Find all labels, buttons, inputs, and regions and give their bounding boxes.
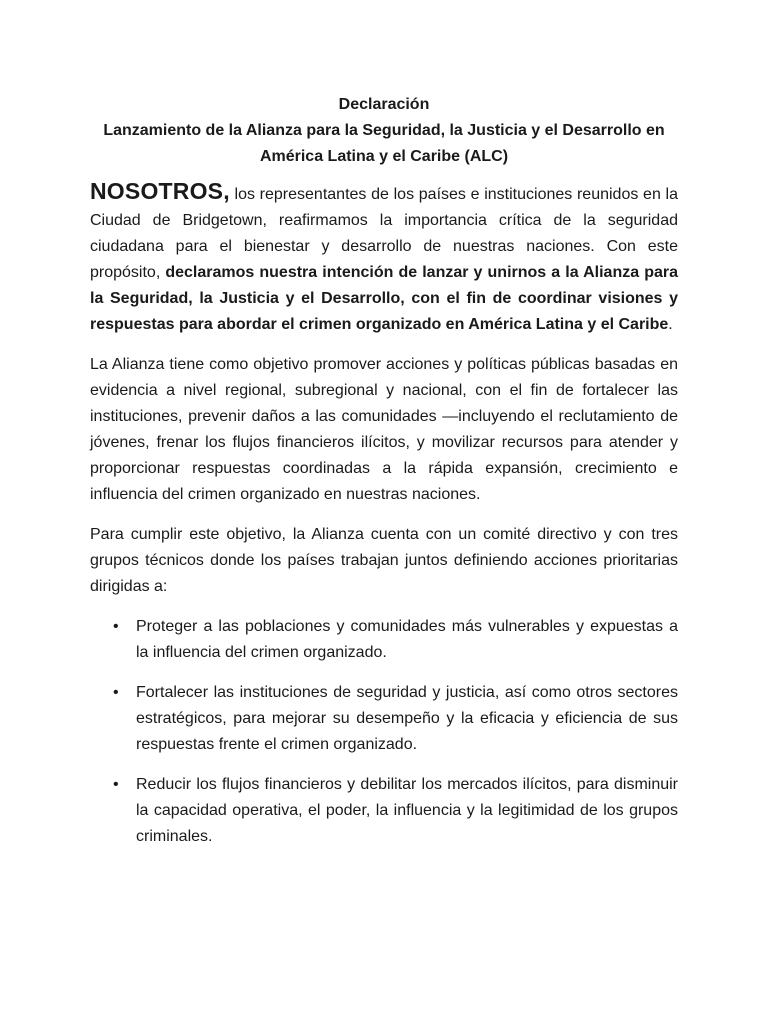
structure-paragraph: Para cumplir este objetivo, la Alianza cuenta con un comité directivo y con tres grupos técnicos donde los países trabajan juntos definiendo acciones prioritarias dirigidas a:	[90, 526, 678, 595]
bullet-icon: •	[113, 776, 119, 793]
title-line-launch: Lanzamiento de la Alianza para la Seguridad, la Justicia y el Desarrollo en	[103, 122, 665, 139]
list-item-text: Reducir los flujos financieros y debilitar los mercados ilícitos, para disminuir la capacidad operativa, el poder, la influencia y la legitimidad de los grupos criminales.	[136, 776, 678, 845]
list-item-text: Fortalecer las instituciones de seguridad y justicia, así como otros sectores estratégicos, para mejorar su desempeño y la eficacia y eficiencia de sus respuestas frente el crimen organizado.	[136, 684, 678, 753]
title-line-declaracion: Declaración	[338, 96, 430, 113]
intro-lead-word: NOSOTROS,	[90, 178, 230, 204]
list-item	[90, 614, 678, 666]
intro-text-a: los representantes de los países e instituciones reunidos en la Ciudad de Bridgetown, reafirmamos la importancia crítica de la seguridad ciudadana para el bienestar y desarrollo de nuestras naciones. Con este propósito,	[90, 186, 678, 281]
intro-bold-declaration: declaramos nuestra intención de lanzar y unirnos a la Alianza para la Seguridad, la Justicia y el Desarrollo, con el fin de coordinar visiones y respuestas para abordar el crimen organizado en América Latina y el Caribe	[90, 264, 678, 333]
intro-text-b: .	[668, 316, 673, 333]
objective-paragraph: La Alianza tiene como objetivo promover acciones y políticas públicas basadas en evidencia a nivel regional, subregional y nacional, con el fin de fortalecer las instituciones, prevenir daños a las comunidades —incluyendo el reclutamiento de jóvenes, frenar los flujos financieros ilícitos, y movilizar recursos para atender y proporcionar respuestas coordinadas a la rápida expansión, crecimiento e influencia del crimen organizado en nuestras naciones.	[90, 356, 678, 503]
list-item	[90, 772, 678, 850]
title-line-region: América Latina y el Caribe (ALC)	[259, 148, 509, 165]
bullet-icon: •	[113, 618, 119, 635]
intro-paragraph	[90, 178, 678, 338]
bullet-icon: •	[113, 684, 119, 701]
priority-actions-list	[90, 614, 678, 850]
list-item	[90, 680, 678, 758]
list-item-text: Proteger a las poblaciones y comunidades más vulnerables y expuestas a la influencia del crimen organizado.	[136, 618, 678, 661]
document-title	[90, 92, 678, 170]
